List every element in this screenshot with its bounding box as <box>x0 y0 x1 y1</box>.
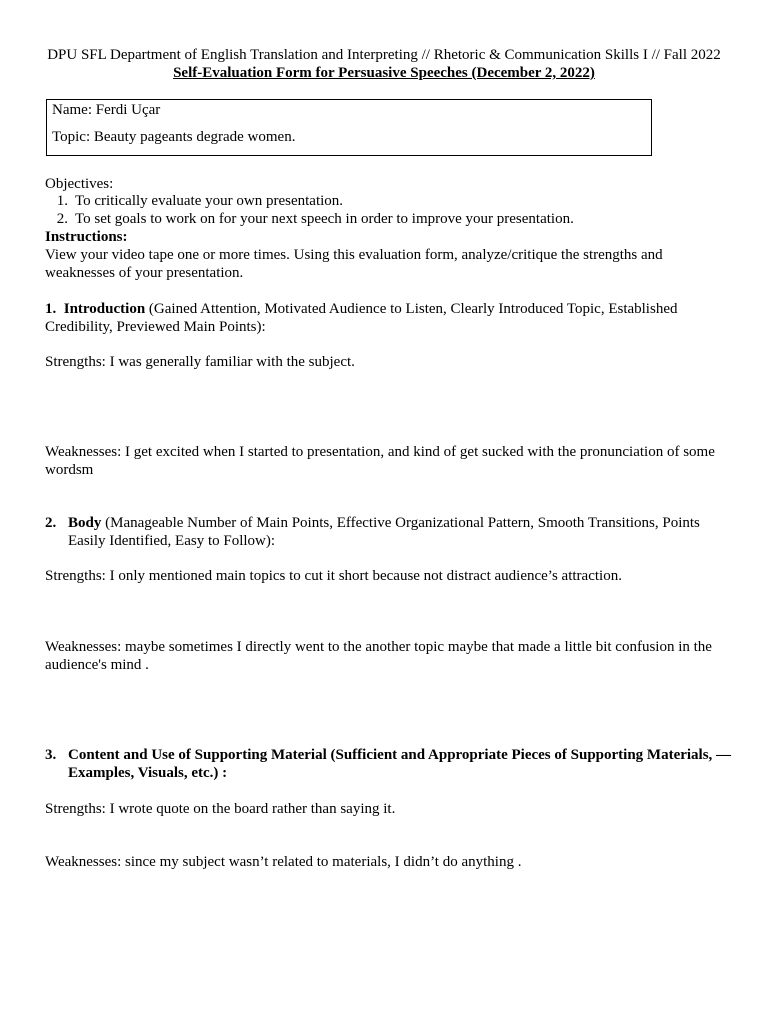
course-header: DPU SFL Department of English Translation and Interpreting // Rhetoric & Communication Skills I // Fall 2022 <box>47 47 721 63</box>
form-title <box>0 64 768 82</box>
objective-number: 1. <box>56 193 68 209</box>
form-title-text: Self-Evaluation Form for Persuasive Speeches (December 2, 2022) <box>173 65 595 81</box>
section-number: 1. <box>45 301 57 317</box>
speech-topic: Topic: Beauty pageants degrade women. <box>52 129 296 145</box>
section-introduction-heading <box>45 300 735 336</box>
body-weaknesses: Weaknesses: maybe sometimes I directly went to the another topic maybe that made a little bit confusion in the audience's mind . <box>45 639 712 673</box>
objectives-label: Objectives: <box>45 176 114 192</box>
instructions-text: View your video tape one or more times. Using this evaluation form, analyze/critique the strengths and weaknesses of your presentation. <box>45 247 663 281</box>
student-info-box <box>46 99 652 156</box>
section-title: Introduction <box>63 301 146 317</box>
section-number: 3. <box>45 747 57 763</box>
objective-item <box>45 192 735 210</box>
instructions-label: Instructions: <box>45 229 128 245</box>
content-weaknesses: Weaknesses: since my subject wasn’t related to materials, I didn’t do anything . <box>45 854 522 870</box>
introduction-weaknesses: Weaknesses: I get excited when I started to presentation, and kind of get sucked with the pronunciation of some wordsm <box>45 444 715 478</box>
section-heading-body <box>68 514 735 550</box>
section-content-heading <box>45 746 735 782</box>
section-number: 2. <box>45 515 57 531</box>
content-strengths: Strengths: I wrote quote on the board rather than saying it. <box>45 801 396 817</box>
student-name: Name: Ferdi Uçar <box>52 102 161 118</box>
introduction-strengths: Strengths: I was generally familiar with the subject. <box>45 354 355 370</box>
objective-text: To critically evaluate your own presentation. <box>75 193 344 209</box>
section-body-heading <box>45 514 735 550</box>
section-title: Content and Use of Supporting Material (Sufficient and Appropriate Pieces of Supporting Materials, — Examples, Visuals, etc.) : <box>68 747 732 781</box>
section-criteria: (Gained Attention, Motivated Audience to Listen, Clearly Introduced Topic, Established Credibility, Previewed Main Points): <box>45 301 678 335</box>
objective-item <box>45 210 735 228</box>
objective-text: To set goals to work on for your next speech in order to improve your presentation. <box>75 211 574 227</box>
section-criteria: (Manageable Number of Main Points, Effective Organizational Pattern, Smooth Transitions, Points Easily Identified, Easy to Follow): <box>68 515 700 549</box>
objective-number: 2. <box>56 211 68 227</box>
section-title: Body <box>68 515 102 531</box>
body-strengths: Strengths: I only mentioned main topics to cut it short because not distract audience’s attraction. <box>45 568 622 584</box>
